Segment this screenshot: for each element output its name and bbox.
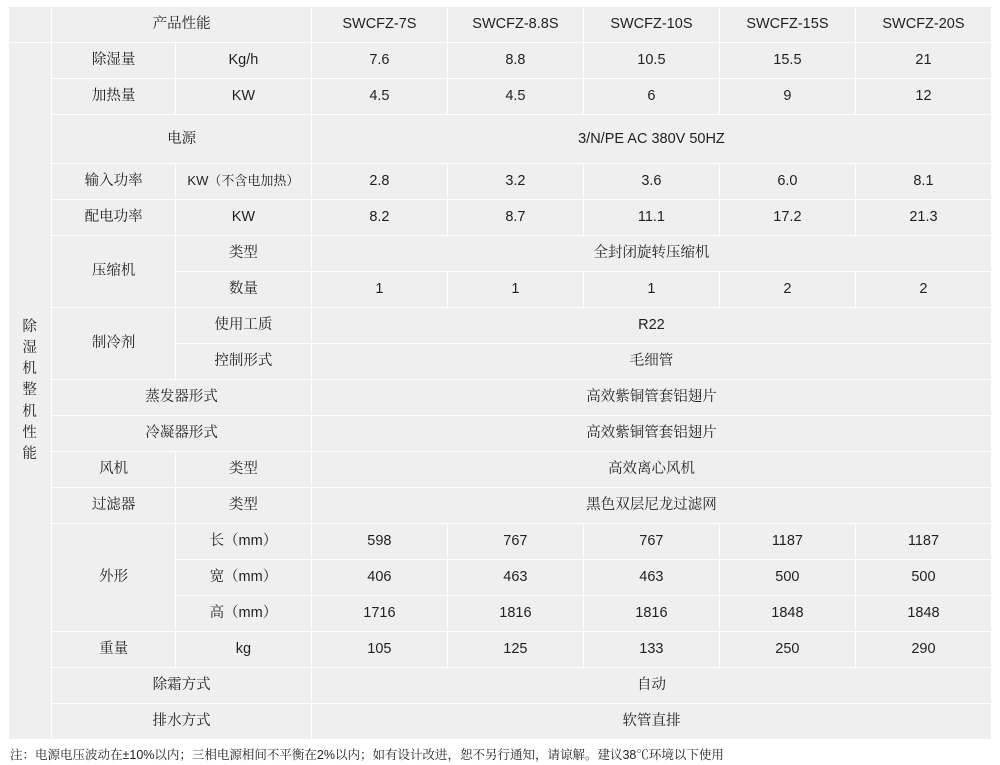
cell-span-defrost: 自动 [311,668,991,704]
cell-span-power-supply: 3/N/PE AC 380V 50HZ [311,115,991,164]
table-row [9,79,992,115]
cell-span-control-type: 毛细管 [311,344,991,380]
header-model-1: SWCFZ-7S [311,7,447,43]
cell-value: 3.2 [447,164,583,200]
cell-value: 1187 [855,524,991,560]
table-row [9,308,992,344]
table-row [9,380,992,416]
cell-value: 1848 [855,596,991,632]
cell-span-condenser: 高效紫铜管套铝翅片 [311,416,991,452]
table-row [9,200,992,236]
cell-value: 21 [855,43,991,79]
row-label-weight: 重量 [52,632,176,668]
table-row [9,524,992,560]
cell-value: 6.0 [719,164,855,200]
side-label-text: 除湿机整机性能 [22,319,38,462]
row-label-refrigerant-medium: 使用工质 [175,308,311,344]
cell-value: 2 [855,272,991,308]
cell-value: 4.5 [447,79,583,115]
cell-value: 8.1 [855,164,991,200]
table-row [9,416,992,452]
cell-value: 406 [311,560,447,596]
cell-value: 8.2 [311,200,447,236]
header-model-2: SWCFZ-8.8S [447,7,583,43]
cell-value: 9 [719,79,855,115]
cell-value: 2 [719,272,855,308]
row-label-height: 高（mm） [175,596,311,632]
row-unit-weight: kg [175,632,311,668]
row-label-filter-type: 类型 [175,488,311,524]
cell-value: 1816 [583,596,719,632]
cell-span-compressor-type: 全封闭旋转压缩机 [311,236,991,272]
row-unit-distribution-power: KW [175,200,311,236]
cell-value: 290 [855,632,991,668]
footnote: 注：电源电压波动在±10%以内；三相电源相间不平衡在2%以内；如有设计改进，恕不另行通知，请谅解。建议38℃环境以下使用 [10,748,724,762]
row-label-power-supply: 电源 [52,115,312,164]
group-label-filter: 过滤器 [52,488,176,524]
row-label-condenser: 冷凝器形式 [52,416,312,452]
cell-value: 1848 [719,596,855,632]
row-unit-heating: KW [175,79,311,115]
group-label-compressor: 压缩机 [52,236,176,308]
table-row [9,704,992,740]
row-label-fan-type: 类型 [175,452,311,488]
cell-span-refrigerant-medium: R22 [311,308,991,344]
header-model-3: SWCFZ-10S [583,7,719,43]
cell-value: 500 [855,560,991,596]
table-row [9,164,992,200]
row-label-dehumidification: 除湿量 [52,43,176,79]
row-label-input-power: 输入功率 [52,164,176,200]
cell-value: 463 [447,560,583,596]
table-row [9,115,992,164]
cell-value: 17.2 [719,200,855,236]
cell-value: 12 [855,79,991,115]
row-label-heating: 加热量 [52,79,176,115]
row-label-compressor-type: 类型 [175,236,311,272]
header-model-4: SWCFZ-15S [719,7,855,43]
cell-value: 1 [311,272,447,308]
cell-value: 10.5 [583,43,719,79]
cell-value: 500 [719,560,855,596]
product-spec-table [8,6,992,740]
cell-span-evaporator: 高效紫铜管套铝翅片 [311,380,991,416]
header-corner-blank [9,7,52,43]
cell-value: 21.3 [855,200,991,236]
cell-value: 8.8 [447,43,583,79]
cell-value: 4.5 [311,79,447,115]
cell-value: 133 [583,632,719,668]
row-unit-dehumidification: Kg/h [175,43,311,79]
row-label-drainage: 排水方式 [52,704,312,740]
table-row [9,43,992,79]
group-label-fan: 风机 [52,452,176,488]
row-label-defrost: 除霜方式 [52,668,312,704]
side-label-performance [9,43,52,740]
cell-span-filter-type: 黑色双层尼龙过滤网 [311,488,991,524]
cell-value: 3.6 [583,164,719,200]
cell-value: 1187 [719,524,855,560]
group-label-refrigerant: 制冷剂 [52,308,176,380]
cell-value: 7.6 [311,43,447,79]
cell-value: 1 [583,272,719,308]
row-label-width: 宽（mm） [175,560,311,596]
table-row [9,668,992,704]
cell-span-drainage: 软管直排 [311,704,991,740]
row-unit-input-power: KW（不含电加热） [175,164,311,200]
header-corner-label: 产品性能 [52,7,312,43]
cell-value: 6 [583,79,719,115]
table-row [9,452,992,488]
cell-value: 11.1 [583,200,719,236]
cell-value: 2.8 [311,164,447,200]
row-label-evaporator: 蒸发器形式 [52,380,312,416]
cell-value: 105 [311,632,447,668]
cell-span-fan-type: 高效离心风机 [311,452,991,488]
group-label-dimensions: 外形 [52,524,176,632]
cell-value: 767 [447,524,583,560]
cell-value: 15.5 [719,43,855,79]
cell-value: 1816 [447,596,583,632]
cell-value: 598 [311,524,447,560]
cell-value: 767 [583,524,719,560]
cell-value: 8.7 [447,200,583,236]
header-model-5: SWCFZ-20S [855,7,991,43]
cell-value: 463 [583,560,719,596]
table-header-row [9,7,992,43]
table-row [9,236,992,272]
row-label-length: 长（mm） [175,524,311,560]
row-label-compressor-qty: 数量 [175,272,311,308]
table-row [9,488,992,524]
row-label-distribution-power: 配电功率 [52,200,176,236]
table-row [9,632,992,668]
cell-value: 1716 [311,596,447,632]
cell-value: 1 [447,272,583,308]
cell-value: 125 [447,632,583,668]
cell-value: 250 [719,632,855,668]
row-label-control-type: 控制形式 [175,344,311,380]
